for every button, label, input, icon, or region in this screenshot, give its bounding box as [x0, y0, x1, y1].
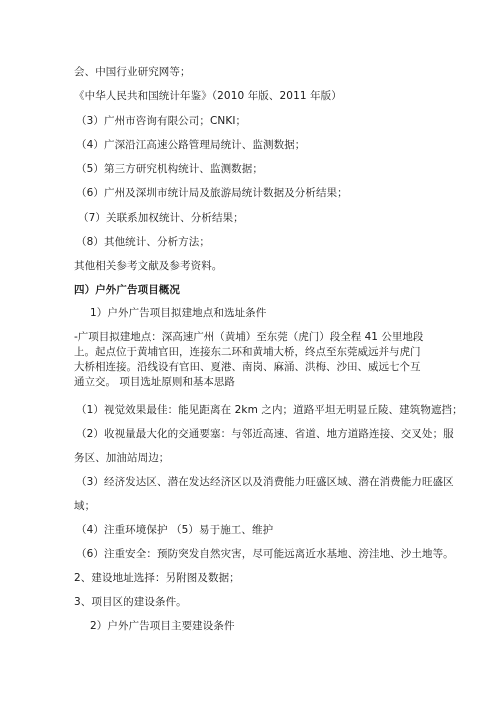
list-item: （6）注重安全：预防突发自然灾害，尽可能远离近水基地、滂洼地、沙土地等。: [76, 548, 454, 560]
text-line: 《中华人民共和国统计年鉴》（2010 年版、2011 年版）: [74, 90, 342, 102]
subsection-heading: 1）户外广告项目拟建地点和选址条件: [90, 307, 267, 319]
list-item-continuation: 务区、加油站周边；: [74, 452, 170, 464]
subsection-heading: 2）户外广告项目主要建设条件: [90, 620, 235, 632]
list-item: （3）经济发达区、潜在发达经济区以及消费能力旺盛区域、潜在消费能力旺盛区: [76, 476, 454, 488]
list-item: （8）其他统计、分析方法；: [76, 236, 210, 248]
text-line: 其他相关参考文献及参考资料。: [74, 260, 223, 272]
list-item: （6）广州及深圳市统计局及旅游局统计数据及分析结果；: [76, 187, 348, 199]
list-item: （4）注重环境保护 （5）易于施工、维护: [76, 524, 274, 536]
text-line: 会、中国行业研究网等；: [74, 66, 191, 78]
list-item: 2、建设地址选择：另附图及数据；: [74, 572, 240, 584]
list-item: （4）广深沿江高速公路管理局统计、监测数据；: [76, 139, 306, 151]
paragraph: -广项目拟建地点：深高速广州（黄埔）至东莞（虎门）段全程 41 公里地段上。起点位于黄埔官田，连接东二环和黄埔大桥，终点至东莞威远并与虎门大桥相连接。沿线设有官田、夏港、南岗、麻涌、洪梅、沙田、威远七个互通立交。 项目选址原则和基本思路: [74, 331, 424, 388]
list-item: （3）广州市咨询有限公司；CNKI；: [76, 115, 247, 127]
list-item: （5）第三方研究机构统计、监测数据；: [76, 163, 263, 175]
list-item-continuation: 域；: [74, 500, 96, 512]
list-item: （1）视觉效果最佳：能见距离在 2km 之内；道路平坦无明显丘陵、建筑物遮挡；: [76, 404, 463, 416]
list-item: 3、项目区的建设条件。: [74, 596, 187, 608]
list-item: （2）收视量最大化的交通要塞：与邻近高速、省道、地方道路连接、交叉处；服: [76, 428, 454, 440]
list-item: （7）关联系加权统计、分析结果；: [78, 212, 244, 224]
section-heading: 四）户外广告项目概况: [74, 284, 180, 296]
